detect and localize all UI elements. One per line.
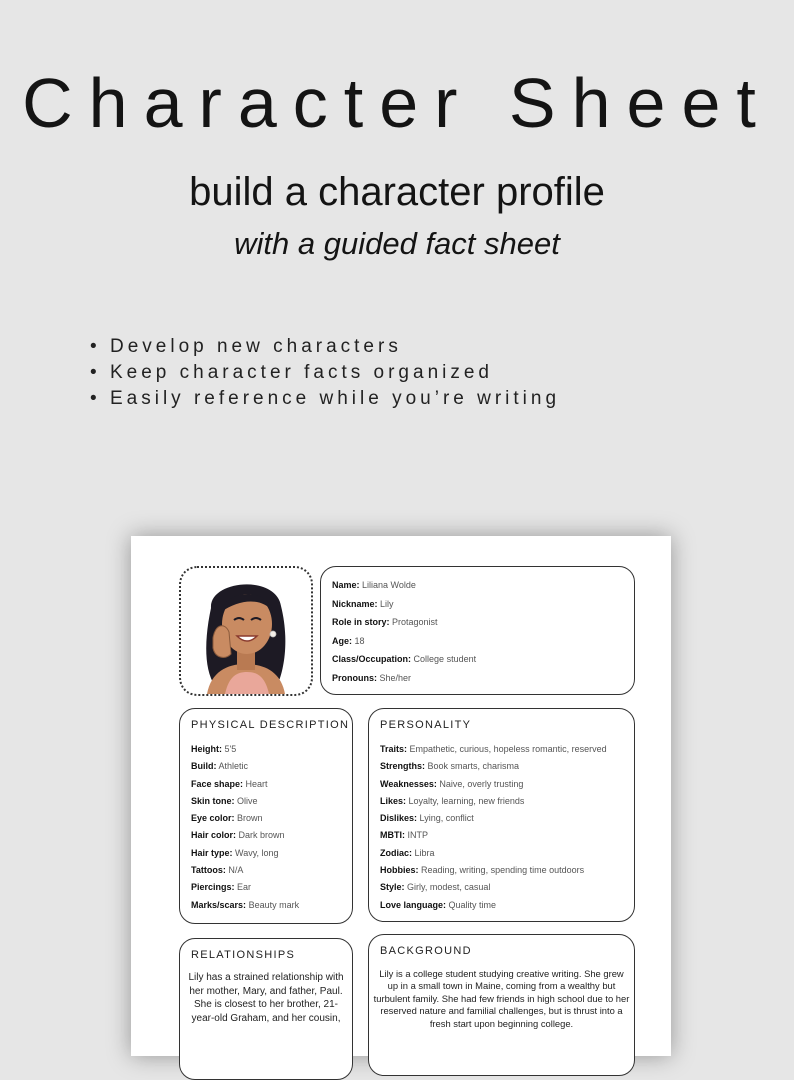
- personality-field: MBTI: INTP: [380, 830, 429, 841]
- personality-field: Dislikes: Lying, conflict: [380, 813, 474, 824]
- personality-panel: [368, 708, 635, 922]
- feature-item: • Easily reference while you’re writing: [90, 386, 560, 412]
- personality-field: Strengths: Book smarts, charisma: [380, 761, 520, 772]
- physical-field: Marks/scars: Beauty mark: [191, 899, 300, 910]
- physical-field: Eye color: Brown: [191, 813, 263, 824]
- physical-field: Tattoos: N/A: [191, 865, 244, 876]
- physical-field: Face shape: Heart: [191, 778, 268, 789]
- personality-field: Hobbies: Reading, writing, spending time outdoors: [380, 865, 585, 876]
- info-field: Name: Liliana Wolde: [332, 580, 416, 590]
- personality-field: Weaknesses: Naive, overly trusting: [380, 778, 524, 789]
- background-panel: [368, 934, 635, 1076]
- character-portrait-illustration: [181, 568, 311, 694]
- portrait-frame: [179, 566, 313, 696]
- physical-title: PHYSICAL DESCRIPTION: [191, 719, 350, 731]
- background-text: Lily is a college student studying creative writing. She grew up in a small town in Maine, coming from a wealthy but turbulent family. She had few friends in high school due to her reserved nature and familial challenges, but is thrust into a fresh start upon beginning college.: [373, 968, 630, 1029]
- page-subtitle: build a character profile: [189, 170, 605, 214]
- relationships-text: Lily has a strained relationship with her mother, Mary, and father, Paul. She is closest to her brother, 21-year-old Graham, and her cousin,: [188, 972, 344, 1024]
- physical-field: Skin tone: Olive: [191, 795, 258, 806]
- page-title: Character Sheet: [22, 64, 772, 142]
- page-tagline: with a guided fact sheet: [234, 226, 560, 261]
- personality-field: Zodiac: Libra: [380, 847, 435, 858]
- physical-field: Hair color: Dark brown: [191, 830, 285, 841]
- physical-field: Build: Athletic: [191, 761, 249, 772]
- info-field: Age: 18: [332, 635, 365, 646]
- personality-field: Style: Girly, modest, casual: [380, 882, 491, 893]
- feature-list: [90, 334, 560, 412]
- physical-field: Hair type: Wavy, long: [191, 847, 279, 858]
- info-field: Pronouns: She/her: [332, 672, 412, 683]
- physical-field: Piercings: Ear: [191, 882, 252, 893]
- personality-field: Traits: Empathetic, curious, hopeless romantic, reserved: [380, 744, 607, 754]
- personality-field: Likes: Loyalty, learning, new friends: [380, 795, 525, 806]
- physical-fields: [191, 741, 299, 914]
- physical-field: Height: 5'5: [191, 744, 237, 754]
- info-field: Class/Occupation: College student: [332, 654, 477, 665]
- background-title: BACKGROUND: [380, 945, 472, 957]
- character-sheet-preview: [131, 536, 671, 1056]
- personality-fields: [380, 741, 607, 914]
- info-fields: [332, 576, 476, 688]
- info-field: Role in story: Protagonist: [332, 617, 438, 628]
- personality-field: Love language: Quality time: [380, 899, 497, 910]
- feature-item: • Develop new characters: [90, 334, 560, 360]
- relationships-title: RELATIONSHIPS: [191, 949, 296, 961]
- personality-title: PERSONALITY: [380, 719, 472, 731]
- feature-item: • Keep character facts organized: [90, 360, 560, 386]
- physical-description-panel: [179, 708, 353, 924]
- info-panel: [320, 566, 635, 695]
- relationships-panel: [179, 938, 353, 1080]
- info-field: Nickname: Lily: [332, 598, 394, 609]
